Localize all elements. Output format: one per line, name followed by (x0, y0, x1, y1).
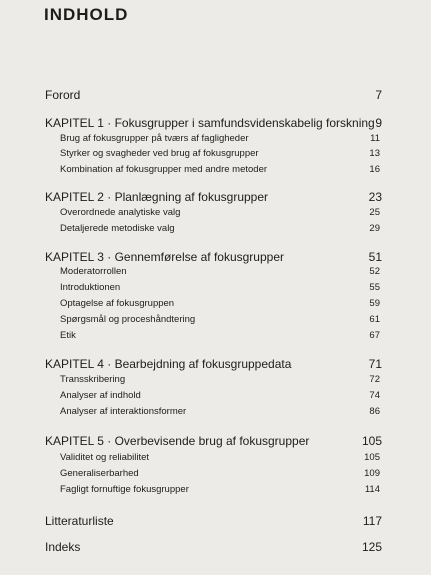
entry-text: Validitet og reliabilitet (60, 452, 150, 463)
entry-page: 9 (375, 116, 382, 130)
entry-page: 105 (361, 434, 382, 448)
toc-subentry (60, 484, 380, 495)
toc-chapter-5 (45, 434, 382, 448)
entry-page: 13 (369, 148, 380, 159)
entry-page: 67 (369, 330, 380, 341)
entry-text: Indeks (45, 540, 81, 554)
toc-subentry (60, 468, 380, 479)
entry-text: Styrker og svagheder ved brug af fokusgrupper (60, 148, 259, 159)
entry-text: Fagligt fornuftige fokusgrupper (60, 484, 189, 495)
entry-page: 72 (369, 374, 380, 385)
entry-text: Moderatorrollen (60, 266, 127, 277)
toc-subentry (60, 374, 380, 385)
entry-text: Analyser af interaktionsformer (60, 406, 187, 417)
entry-page: 52 (369, 266, 380, 277)
entry-page: 109 (364, 468, 380, 479)
entry-text: Spørgsmål og proceshåndtering (60, 314, 196, 325)
entry-page: 105 (364, 452, 380, 463)
entry-text: Etik (60, 330, 76, 341)
entry-text: KAPITEL 2 · Planlægning af fokusgrupper (45, 190, 269, 204)
toc-subentry (60, 406, 380, 417)
toc-subentry (60, 148, 380, 159)
page-title: INDHOLD (44, 5, 129, 24)
entry-text: Brug af fokusgrupper på tværs af fagligheder (60, 133, 249, 144)
entry-page: 16 (369, 164, 380, 175)
entry-text: Transskribering (60, 374, 126, 385)
entry-text: Introduktionen (60, 282, 121, 293)
entry-page: 61 (369, 314, 380, 325)
entry-page: 71 (368, 357, 382, 371)
toc-chapter-1 (45, 116, 382, 130)
entry-page: 7 (375, 88, 382, 102)
entry-page: 125 (361, 540, 382, 554)
entry-text: KAPITEL 3 · Gennemførelse af fokusgrupper (45, 250, 284, 264)
entry-page: 23 (368, 190, 382, 204)
entry-text: KAPITEL 4 · Bearbejdning af fokusgruppedata (45, 357, 292, 371)
entry-text: Litteraturliste (45, 514, 114, 528)
entry-page: 25 (369, 207, 380, 218)
entry-page: 29 (369, 223, 380, 234)
entry-text: Detaljerede metodiske valg (60, 223, 175, 234)
toc-subentry (60, 133, 380, 144)
entry-text: Analyser af indhold (60, 390, 141, 401)
entry-text: Generaliserbarhed (60, 468, 139, 479)
toc-chapter-3 (45, 250, 382, 264)
entry-page: 117 (362, 514, 382, 528)
entry-text: KAPITEL 1 · Fokusgrupper i samfundsvidenskabelig forskning (45, 116, 375, 130)
entry-page: 74 (369, 390, 380, 401)
toc-subentry (60, 452, 380, 463)
toc-subentry (60, 223, 380, 234)
entry-page: 11 (370, 133, 380, 144)
toc-subentry (60, 282, 380, 293)
entry-text: Kombination af fokusgrupper med andre metoder (60, 164, 268, 175)
entry-page: 51 (368, 250, 382, 264)
toc-subentry (60, 298, 380, 309)
toc-entry-forord (45, 88, 382, 102)
toc-subentry (60, 314, 380, 325)
entry-page: 86 (369, 406, 380, 417)
toc-chapter-2 (45, 190, 382, 204)
entry-page: 114 (364, 484, 380, 495)
toc-subentry (60, 266, 380, 277)
toc-subentry (60, 164, 380, 175)
toc-entry-litteraturliste (45, 514, 382, 528)
entry-text: KAPITEL 5 · Overbevisende brug af fokusgrupper (45, 434, 310, 448)
toc-chapter-4 (45, 357, 382, 371)
toc-entry-indeks (45, 540, 382, 554)
toc-subentry (60, 207, 380, 218)
entry-text: Forord (45, 88, 81, 102)
entry-text: Overordnede analytiske valg (60, 207, 181, 218)
toc-subentry (60, 390, 380, 401)
entry-page: 59 (369, 298, 380, 309)
toc-subentry (60, 330, 380, 341)
entry-text: Optagelse af fokusgruppen (60, 298, 175, 309)
entry-page: 55 (369, 282, 380, 293)
